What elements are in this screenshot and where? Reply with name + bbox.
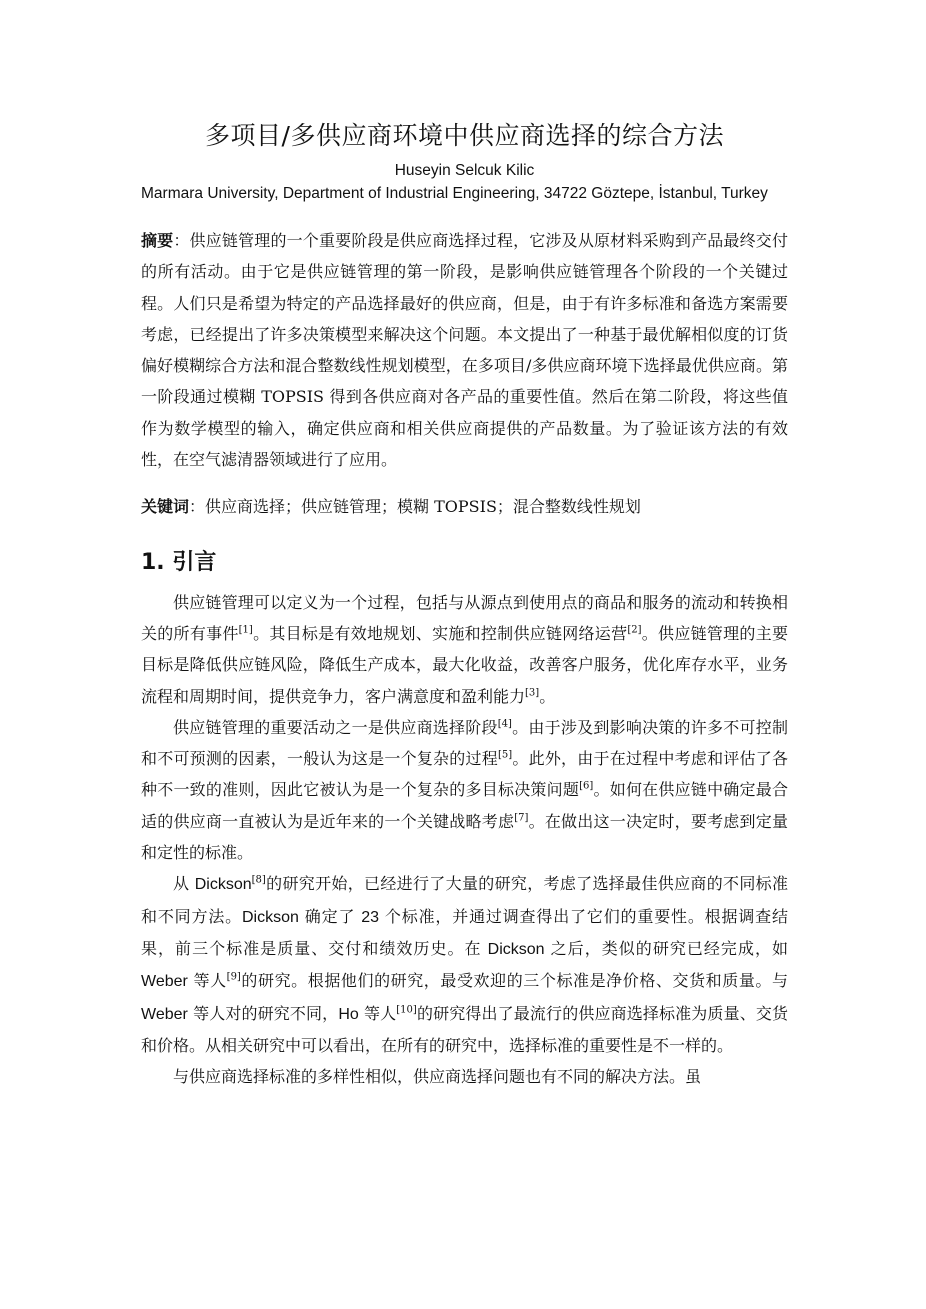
keywords-separator: ： [189,497,206,517]
text: 。其目标是有效地规划、实施和控制供应链网络运营 [252,623,628,643]
intro-paragraph-2 [141,712,788,868]
text: 的研究开始，已经进行了大量的研究，考虑了选择最佳供应商的不同标准和不同方法。 [141,874,788,926]
author-ref-dickson: Dickson [487,940,545,958]
keywords-label: 关键词 [141,497,190,517]
text: 。如何在供应链中确定最合适的供应商一直被认为是近年来的一个关键战略考虑 [141,780,788,831]
intro-paragraph-3 [141,868,788,1061]
citation-5[interactable]: [5] [497,749,513,761]
affiliation: Marmara University, Department of Industrial Engineering, 34722 Göztepe, İstanbul, Turkey [141,185,768,202]
abstract-separator: ： [173,231,190,250]
text: 确定了 [298,906,362,926]
text: 与供应商选择标准的多样性相似，供应商选择问题也有不同的解决方法。虽 [173,1067,702,1087]
intro-paragraph-4 [141,1061,788,1092]
text: 。在做出这一决定时，要考虑到定量和定性的标准。 [141,811,788,863]
citation-1[interactable]: [1] [238,624,253,636]
author-ref-dickson: Dickson [194,876,252,894]
abstract [141,225,788,475]
text: 供应链管理的重要活动之一是供应商选择阶段 [173,717,498,737]
keywords [141,491,788,522]
number-23: 23 [361,908,380,926]
text: 的研究得出了最流行的供应商选择标准为质量、交货和价格。从相关研究中可以看出，在所有的研究中，选择标准的重要性是不一样的。 [141,1003,788,1055]
text: 供应链管理可以定义为一个过程，包括与从源点到使用点的商品和服务的流动和转换相关的所有事件 [141,592,788,643]
citation-2[interactable]: [2] [627,624,642,636]
text: 等人 [187,971,227,991]
author-ref-dickson: Dickson [241,908,299,926]
text: 。此外，由于在过程中考虑和评估了各种不一致的准则，因此它被认为是一个复杂的多目标决策问题 [141,749,788,800]
keywords-text: 供应商选择；供应链管理；模糊 TOPSIS；混合整数线性规划 [205,497,641,517]
paper-title: 多项目/多供应商环境中供应商选择的综合方法 [205,121,724,150]
text: 。供应链管理的主要目标是降低供应链风险，降低生产成本，最大化收益，改善客户服务，优化库存水平，业务流程和周期时间，提供竞争力，客户满意度和盈利能力 [141,623,788,706]
citation-10[interactable]: [10] [396,1004,417,1016]
text: 。由于涉及到影响决策的许多不可控制和不可预测的因素，一般认为这是一个复杂的过程 [141,717,788,769]
author-name: Huseyin Selcuk Kilic [394,162,535,179]
citation-3[interactable]: [3] [525,687,540,699]
text: 。 [539,686,556,706]
text: 个标准，并通过调查得出了它们的重要性。根据调查结果，前三个标准是质量、交付和绩效历史。在 [141,906,788,958]
text: 从 [173,874,195,894]
text: 等人 [358,1003,397,1023]
section-heading-introduction: 1. 引言 [141,549,217,575]
text: 等人对的研究不同， [187,1003,339,1023]
citation-9[interactable]: [9] [226,971,241,983]
citation-6[interactable]: [6] [579,781,594,793]
author-ref-weber: Weber [141,973,188,991]
author-ref-ho: Ho [338,1005,359,1023]
text: 之后，类似的研究已经完成，如 [544,938,788,958]
citation-8[interactable]: [8] [251,875,266,887]
author-ref-weber: Weber [141,1005,188,1023]
intro-paragraph-1 [141,587,788,712]
abstract-label: 摘要 [141,231,174,250]
text: 的研究。根据他们的研究，最受欢迎的三个标准是净价格、交货和质量。与 [240,971,788,991]
citation-7[interactable]: [7] [514,812,529,824]
paper-page [141,118,788,1092]
citation-4[interactable]: [4] [497,718,512,730]
abstract-text: 供应链管理的一个重要阶段是供应商选择过程，它涉及从原材料采购到产品最终交付的所有活动。由于它是供应链管理的第一阶段，是影响供应链管理各个阶段的一个关键过程。人们只是希望为特定的产品选择最好的供应商，但是，由于有许多标准和备选方案需要考虑，已经提出了许多决策模型来解决这个问题。本文提出了一种基于最优解相似度的订货偏好模糊综合方法和混合整数线性规划模型，在多项目/多供应商环境下选择最优供应商。第一阶段通过模糊 TOPSIS 得到各供应商对各产品的重要性值。然后在第二阶段，将这些值作为数学模型的输入，确定供应商和相关供应商提供的产品数量。为了验证该方法的有效性，在空气滤清器领域进行了应用。 [141,231,788,470]
